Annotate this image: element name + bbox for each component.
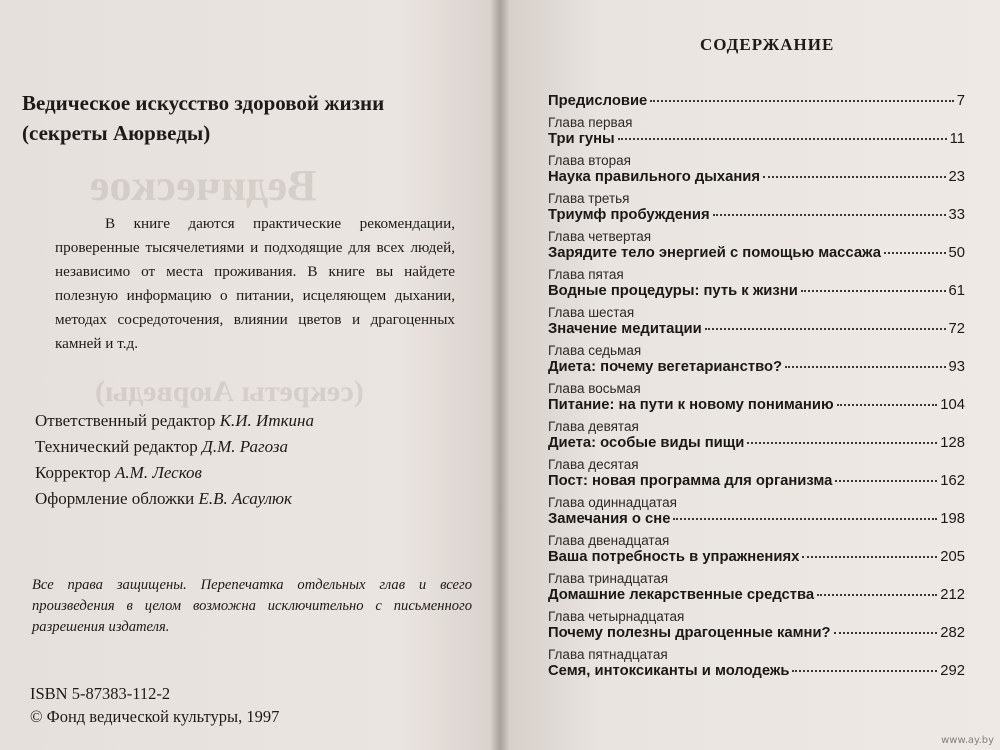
toc-chapter-label: Глава третья (548, 191, 630, 206)
toc-entry-title: Домашние лекарственные средства (548, 587, 815, 603)
toc-chapter-label: Глава четвертая (548, 229, 652, 244)
toc-entry-title: Триумф пробуждения (548, 207, 710, 223)
credit-role: Корректор (35, 463, 111, 482)
credit-name: А.М. Лесков (115, 463, 202, 482)
credit-row (35, 486, 314, 512)
credit-role: Ответственный редактор (35, 411, 216, 430)
toc-dot-leader (705, 328, 946, 330)
toc-entry-page: 23 (948, 169, 965, 185)
toc-entry-row (548, 548, 965, 566)
toc-entry-page: 162 (940, 473, 965, 489)
toc-dot-leader (817, 594, 937, 596)
toc-entry-title: Наука правильного дыхания (548, 169, 761, 185)
book-title (22, 88, 384, 148)
toc-entry (548, 343, 965, 376)
toc-dot-leader (673, 518, 937, 520)
toc-entry-page: 205 (940, 549, 965, 565)
toc-entry-page: 61 (948, 283, 965, 299)
toc-entry (548, 229, 965, 262)
left-page (0, 0, 495, 750)
toc-entry-page: 93 (948, 359, 965, 375)
toc-chapter-label: Глава вторая (548, 153, 631, 168)
toc-entry-row (548, 434, 965, 452)
toc-entry (548, 153, 965, 186)
bleed-through-text: (секреты Аюрведы) (95, 375, 364, 408)
toc-dot-leader (884, 252, 946, 254)
toc-dot-leader (834, 632, 938, 634)
toc-entry-row (548, 206, 965, 224)
toc-entry (548, 305, 965, 338)
toc-entry-page: 7 (956, 93, 965, 109)
toc-entry-row (548, 92, 965, 110)
toc-entry-title: Питание: на пути к новому пониманию (548, 397, 834, 413)
toc-entry (548, 267, 965, 300)
isbn: ISBN 5-87383-112-2 (30, 684, 171, 703)
book-subtitle-line: (секреты Аюрведы) (22, 121, 211, 145)
credit-row (35, 460, 314, 486)
credit-name: К.И. Иткина (219, 411, 314, 430)
toc-entry-page: 11 (949, 131, 965, 147)
toc-chapter-label: Глава первая (548, 115, 633, 130)
credit-role: Технический редактор (35, 437, 198, 456)
toc-dot-leader (785, 366, 945, 368)
toc-entry (548, 419, 965, 452)
toc-entry-row (548, 168, 965, 186)
copyright: © Фонд ведической культуры, 1997 (30, 707, 280, 726)
credits-list (35, 408, 314, 512)
toc-entry-row (548, 662, 965, 680)
rights-notice: Все права защищены. Перепечатка отдельных глав и всего произведения в целом возможна исключительно с письменного разрешения издателя. (32, 577, 472, 635)
toc-entry (548, 647, 965, 680)
toc-chapter-label: Глава пятнадцатая (548, 647, 668, 662)
toc-dot-leader (837, 404, 938, 406)
toc-entry-title: Почему полезны драгоценные камни? (548, 625, 831, 641)
toc-chapter-label: Глава седьмая (548, 343, 642, 358)
toc-entry (548, 609, 965, 642)
toc-heading: СОДЕРЖАНИЕ (700, 35, 835, 54)
toc-entry-page: 198 (940, 511, 965, 527)
toc-entry-title: Диета: особые виды пищи (548, 435, 745, 451)
toc-entry (548, 92, 965, 110)
toc-entry-page: 292 (940, 663, 965, 679)
book-title-line: Ведическое искусство здоровой жизни (22, 91, 385, 115)
toc-entry-row (548, 586, 965, 604)
toc-chapter-label: Глава восьмая (548, 381, 641, 396)
toc-entry-row (548, 358, 965, 376)
toc-entry (548, 191, 965, 224)
toc-entry (548, 457, 965, 490)
right-page (505, 0, 1000, 750)
toc-entry (548, 495, 965, 528)
toc-entry-page: 33 (948, 207, 965, 223)
toc-entry-title: Диета: почему вегетарианство? (548, 359, 783, 375)
annotation-text: В книге даются практические рекомендации, проверенные тысячелетиями и подходящие для всех людей, независимо от места проживания. В книге вы найдете полезную информацию о питании, исцеляющем дыхании, методах сосредоточения, влиянии цветов и драгоценных камней и т.д. (55, 215, 455, 352)
toc-entry-page: 212 (940, 587, 965, 603)
credit-name: Е.В. Асаулюк (198, 489, 292, 508)
toc-entry-title: Зарядите тело энергией с помощью массажа (548, 245, 881, 261)
toc-entry-row (548, 624, 965, 642)
toc-entry-row (548, 472, 965, 490)
toc-dot-leader (763, 176, 945, 178)
toc-entry-row (548, 130, 965, 148)
toc-dot-leader (650, 100, 953, 102)
toc-entry-page: 104 (940, 397, 965, 413)
toc-entry (548, 115, 965, 148)
toc-dot-leader (801, 290, 946, 292)
toc-entry (548, 571, 965, 604)
table-of-contents (548, 92, 965, 685)
toc-entry-page: 282 (940, 625, 965, 641)
toc-chapter-label: Глава пятая (548, 267, 624, 282)
toc-entry-title: Семя, интоксиканты и молодежь (548, 663, 790, 679)
toc-entry-page: 50 (948, 245, 965, 261)
toc-dot-leader (713, 214, 946, 216)
toc-chapter-label: Глава шестая (548, 305, 635, 320)
toc-chapter-label: Глава четырнадцатая (548, 609, 685, 624)
credit-row (35, 434, 314, 460)
toc-dot-leader (792, 670, 937, 672)
toc-entry-row (548, 510, 965, 528)
toc-entry-title: Предисловие (548, 93, 648, 109)
toc-entry-page: 128 (940, 435, 965, 451)
toc-chapter-label: Глава тринадцатая (548, 571, 669, 586)
toc-entry-title: Водные процедуры: путь к жизни (548, 283, 798, 299)
toc-chapter-label: Глава одиннадцатая (548, 495, 677, 510)
toc-dot-leader (618, 138, 947, 140)
watermark: www.ay.by (941, 735, 994, 746)
toc-entry-row (548, 320, 965, 338)
toc-dot-leader (747, 442, 937, 444)
toc-entry-title: Замечания о сне (548, 511, 671, 527)
toc-entry (548, 533, 965, 566)
imprint (30, 682, 279, 728)
toc-entry-title: Три гуны (548, 131, 615, 147)
toc-entry (548, 381, 965, 414)
toc-entry-row (548, 244, 965, 262)
toc-dot-leader (835, 480, 937, 482)
toc-entry-page: 72 (948, 321, 965, 337)
toc-entry-title: Пост: новая программа для организма (548, 473, 833, 489)
credit-row (35, 408, 314, 434)
toc-entry-row (548, 282, 965, 300)
toc-dot-leader (802, 556, 937, 558)
toc-chapter-label: Глава двенадцатая (548, 533, 670, 548)
toc-chapter-label: Глава девятая (548, 419, 639, 434)
toc-entry-row (548, 396, 965, 414)
credit-role: Оформление обложки (35, 489, 195, 508)
toc-entry-title: Ваша потребность в упражнениях (548, 549, 800, 565)
bleed-through-text: Ведическое (90, 161, 317, 210)
toc-chapter-label: Глава десятая (548, 457, 639, 472)
credit-name: Д.М. Рагоза (202, 437, 289, 456)
toc-entry-title: Значение медитации (548, 321, 702, 337)
